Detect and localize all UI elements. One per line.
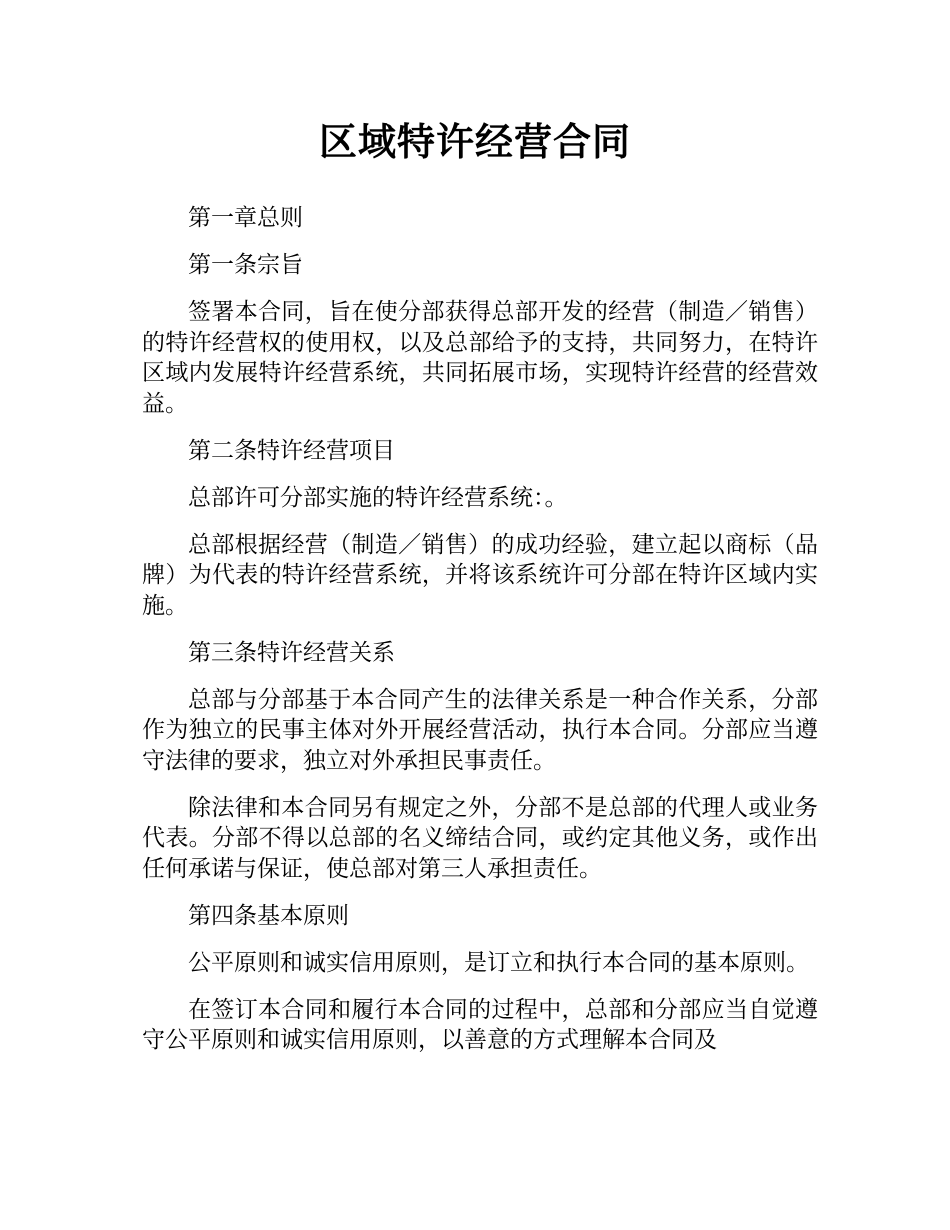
body-paragraph: 除法律和本合同另有规定之外，分部不是总部的代理人或业务代表。分部不得以总部的名义缔结合同，或约定其他义务，或作出任何承诺与保证，使总部对第三人承担责任。 <box>142 794 818 882</box>
document-body <box>142 203 818 1072</box>
article-heading: 第三条特许经营关系 <box>188 639 395 666</box>
body-paragraph: 总部与分部基于本合同产生的法律关系是一种合作关系，分部作为独立的民事主体对外开展经营活动，执行本合同。分部应当遵守法律的要求，独立对外承担民事责任。 <box>142 686 818 774</box>
body-paragraph: 签署本合同，旨在使分部获得总部开发的经营（制造／销售）的特许经营权的使用权，以及总部给予的支持，共同努力，在特许区域内发展特许经营系统，共同拓展市场，实现特许经营的经营效益。 <box>142 299 818 417</box>
body-paragraph: 公平原则和诚实信用原则，是订立和执行本合同的基本原则。 <box>188 949 809 976</box>
body-paragraph: 在签订本合同和履行本合同的过程中，总部和分部应当自觉遵守公平原则和诚实信用原则，以善意的方式理解本合同及 <box>142 996 818 1053</box>
body-paragraph: 总部根据经营（制造／销售）的成功经验，建立起以商标（品牌）为代表的特许经营系统，并将该系统许可分部在特许区域内实施。 <box>142 531 818 619</box>
article-heading: 第四条基本原则 <box>188 902 349 929</box>
article-heading: 第一条宗旨 <box>188 252 303 278</box>
body-paragraph: 总部许可分部实施的特许经营系统：。 <box>188 484 568 511</box>
chapter-heading: 第一章总则 <box>188 205 303 231</box>
document-title: 区域特许经营合同 <box>318 120 631 164</box>
article-heading: 第二条特许经营项目 <box>188 437 395 464</box>
